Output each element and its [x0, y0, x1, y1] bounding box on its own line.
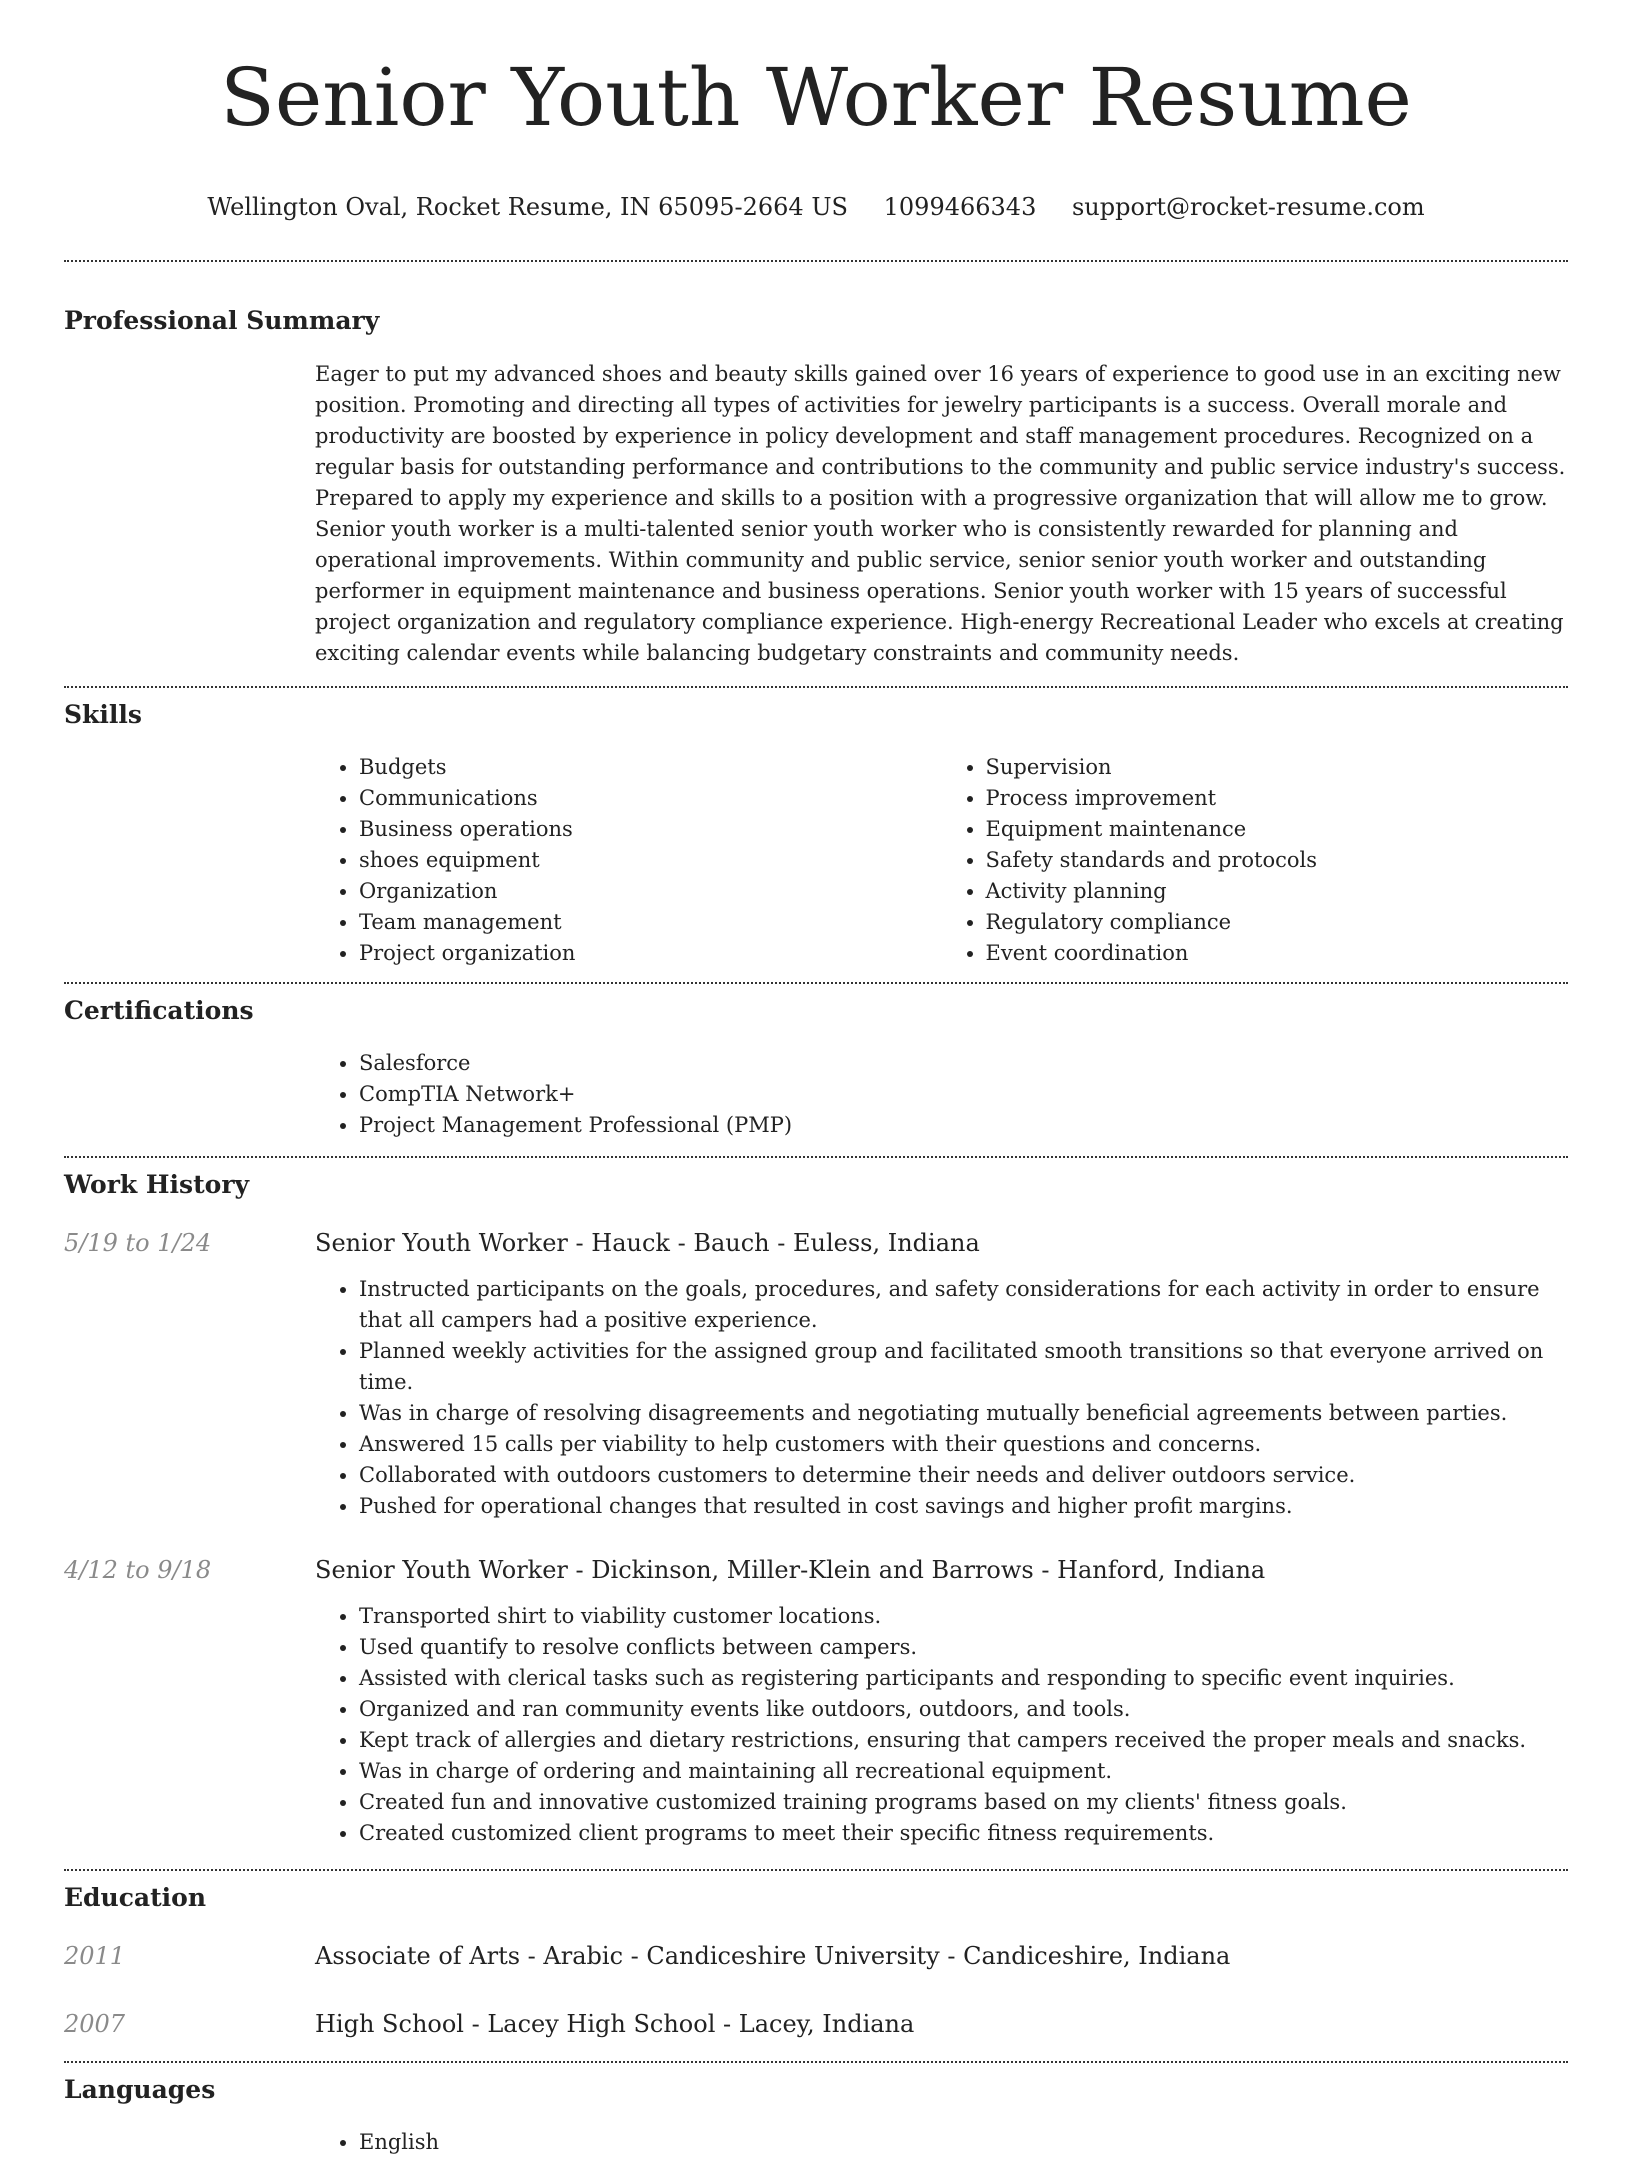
languages-body: [315, 2127, 1568, 2158]
job-bullet: • Collaborated with outdoors customers to determine their needs and deliver outdoors service.: [359, 1460, 1568, 1491]
summary-body: [315, 359, 1568, 669]
contact-email: support@rocket-resume.com: [1071, 193, 1425, 221]
skill-item: • Communications: [359, 783, 942, 814]
job-main: [315, 1553, 1568, 1849]
skill-item: • Process improvement: [986, 783, 1569, 814]
job-bullets: [315, 1601, 1568, 1849]
job-date: 4/12 to 9/18: [64, 1556, 212, 1584]
skill-item: • Organization: [359, 876, 942, 907]
section-work-history: [64, 1158, 1568, 1849]
resume-title: Senior Youth Worker Resume: [220, 51, 1412, 144]
skill-item: • Team management: [359, 907, 942, 938]
education-entry: [64, 1939, 1568, 1973]
certification-item: • Project Management Professional (PMP): [359, 1110, 1568, 1141]
job-bullet: • Transported shirt to viability customer locations.: [359, 1601, 1568, 1632]
skill-item: • Supervision: [986, 752, 1569, 783]
section-title-work-history: Work History: [64, 1170, 250, 1199]
education-entry: [64, 2007, 1568, 2041]
job-heading: Senior Youth Worker - Dickinson, Miller-Klein and Barrows - Hanford, Indiana: [315, 1556, 1266, 1584]
education-title: High School - Lacey High School - Lacey, Indiana: [315, 2010, 915, 2038]
job-bullet: • Was in charge of resolving disagreements and negotiating mutually beneficial agreements between parties.: [359, 1398, 1568, 1429]
contact-address: Wellington Oval, Rocket Resume, IN 65095-2664 US: [207, 193, 848, 221]
skills-grid: [315, 752, 1568, 969]
certification-item: • Salesforce: [359, 1048, 1568, 1079]
job-bullet: • Answered 15 calls per viability to help customers with their questions and concerns.: [359, 1429, 1568, 1460]
section-skills: [64, 688, 1568, 969]
job-entry: [64, 1553, 1568, 1849]
certifications-body: [315, 1048, 1568, 1141]
skill-item: • Equipment maintenance: [986, 814, 1569, 845]
contact-phone: 1099466343: [883, 193, 1037, 221]
section-title-skills: Skills: [64, 700, 142, 729]
skill-item: • Safety standards and protocols: [986, 845, 1569, 876]
skills-list-left: [315, 752, 942, 969]
education-title: Associate of Arts - Arabic - Candiceshire University - Candiceshire, Indiana: [315, 1942, 1231, 1970]
contact-line: [64, 190, 1568, 224]
skill-item: • Regulatory compliance: [986, 907, 1569, 938]
skill-item: • Event coordination: [986, 938, 1569, 969]
job-main: [315, 1226, 1568, 1522]
section-education: [64, 1871, 1568, 2041]
certifications-list: [315, 1048, 1568, 1141]
skill-item: • Budgets: [359, 752, 942, 783]
job-bullet: • Organized and ran community events like outdoors, outdoors, and tools.: [359, 1694, 1568, 1725]
section-title-languages: Languages: [64, 2075, 216, 2104]
certification-item: • CompTIA Network+: [359, 1079, 1568, 1110]
job-bullet: • Planned weekly activities for the assigned group and facilitated smooth transitions so that everyone arrived on time.: [359, 1336, 1568, 1398]
job-entry: [64, 1226, 1568, 1522]
education-year: 2007: [64, 2010, 126, 2038]
job-bullet: • Was in charge of ordering and maintaining all recreational equipment.: [359, 1756, 1568, 1787]
job-bullet: • Used quantify to resolve conflicts between campers.: [359, 1632, 1568, 1663]
skill-item: • Activity planning: [986, 876, 1569, 907]
job-bullet: • Created fun and innovative customized training programs based on my clients' fitness goals.: [359, 1787, 1568, 1818]
job-bullet: • Created customized client programs to meet their specific fitness requirements.: [359, 1818, 1568, 1849]
language-item: • English: [359, 2127, 1568, 2158]
job-heading: Senior Youth Worker - Hauck - Bauch - Euless, Indiana: [315, 1229, 980, 1257]
job-bullet: • Kept track of allergies and dietary restrictions, ensuring that campers received the proper meals and snacks.: [359, 1725, 1568, 1756]
skill-item: • shoes equipment: [359, 845, 942, 876]
section-certifications: [64, 984, 1568, 1141]
job-bullets: [315, 1274, 1568, 1522]
section-title-certifications: Certifications: [64, 996, 254, 1025]
section-summary: [64, 262, 1568, 669]
section-title-summary: Professional Summary: [64, 306, 380, 335]
skill-item: • Business operations: [359, 814, 942, 845]
summary-text: Eager to put my advanced shoes and beauty skills gained over 16 years of experience to good use in an exciting new position. Promoting and directing all types of activities for jewelry participants is a success. Overall morale and productivity are boosted by experience in policy development and staff management procedures. Recognized on a regular basis for outstanding performance and contributions to the community and public service industry's success. Prepared to apply my experience and skills to a position with a progressive organization that will allow me to grow. Senior youth worker is a multi-talented senior youth worker who is consistently rewarded for planning and operational improvements. Within community and public service, senior senior youth worker and outstanding performer in equipment maintenance and business operations. Senior youth worker with 15 years of successful project organization and regulatory compliance experience. High-energy Recreational Leader who excels at creating exciting calendar events while balancing budgetary constraints and community needs.: [315, 362, 1566, 665]
job-bullet: • Assisted with clerical tasks such as registering participants and responding to specific event inquiries.: [359, 1663, 1568, 1694]
languages-list: [315, 2127, 1568, 2158]
job-bullet: • Pushed for operational changes that resulted in cost savings and higher profit margins.: [359, 1491, 1568, 1522]
job-date: 5/19 to 1/24: [64, 1229, 212, 1257]
skills-list-right: [942, 752, 1569, 969]
section-languages: [64, 2063, 1568, 2158]
section-title-education: Education: [64, 1883, 207, 1912]
education-year: 2011: [64, 1942, 126, 1970]
job-bullet: • Instructed participants on the goals, procedures, and safety considerations for each activity in order to ensure that all campers had a positive experience.: [359, 1274, 1568, 1336]
skill-item: • Project organization: [359, 938, 942, 969]
